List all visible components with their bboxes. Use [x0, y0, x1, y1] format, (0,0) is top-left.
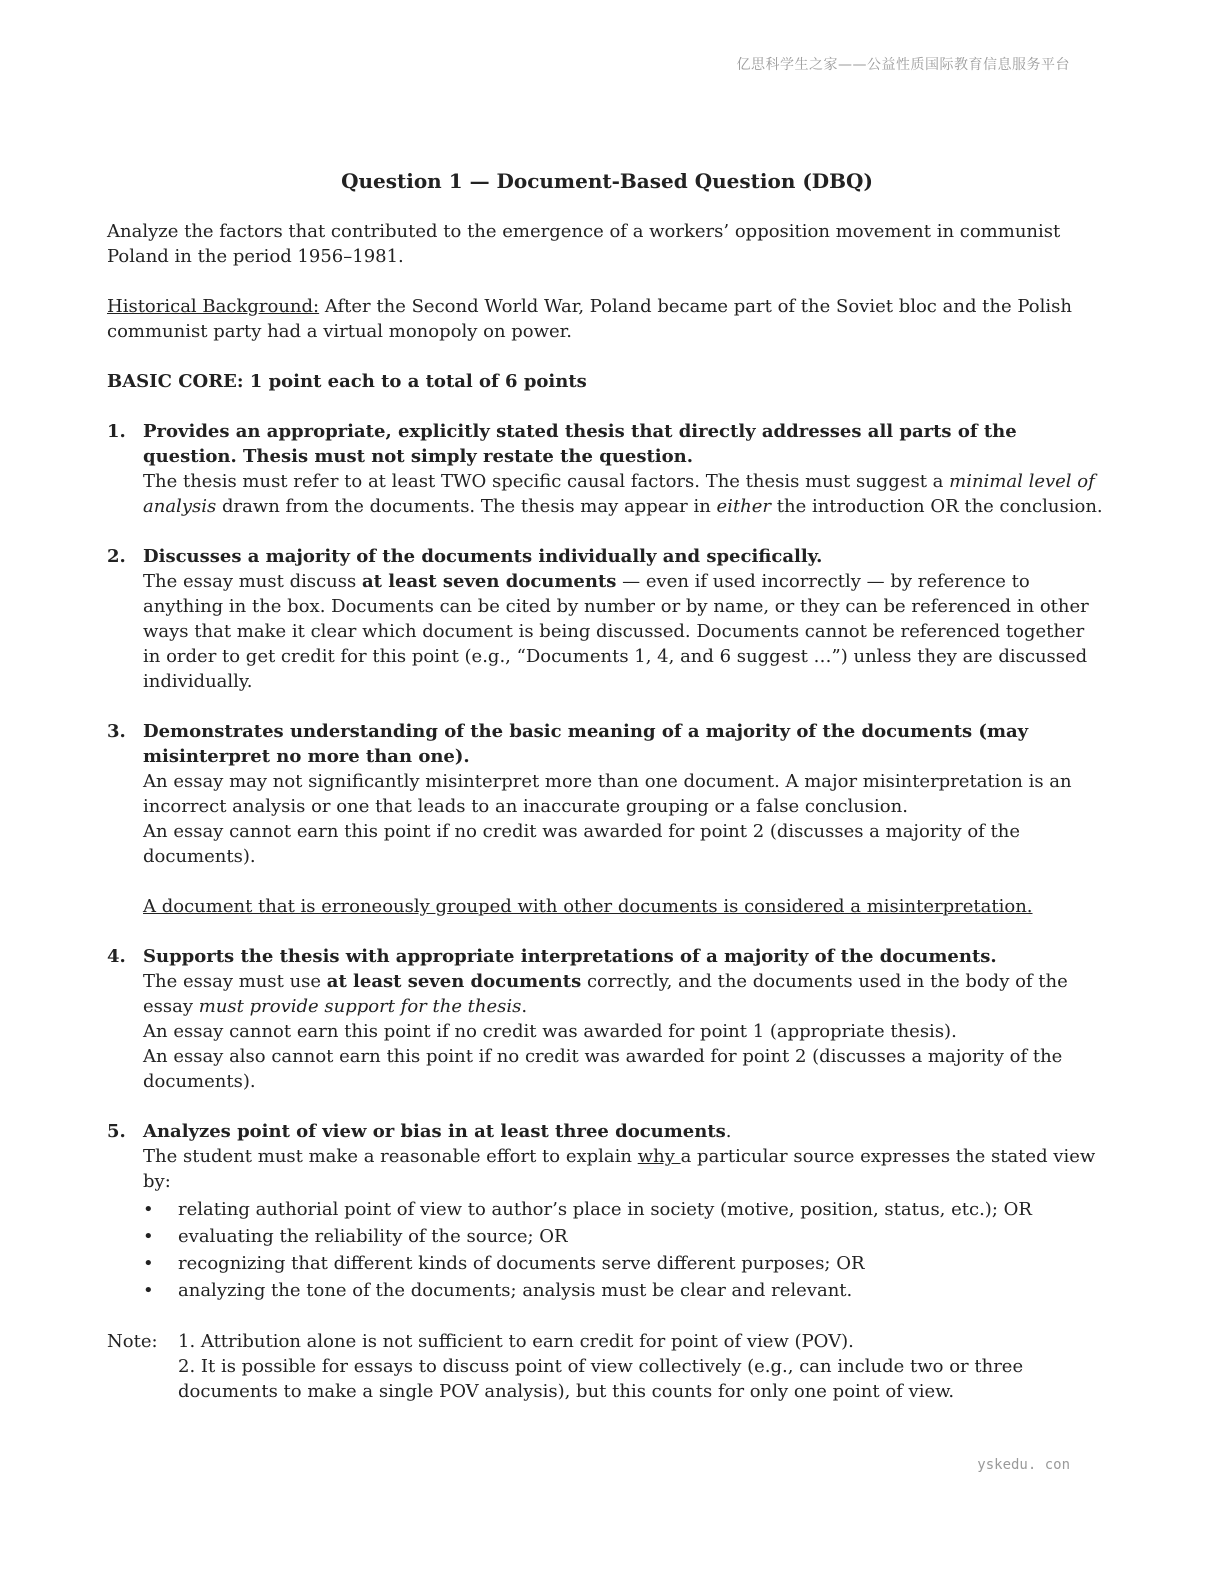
item-number: 2.: [107, 546, 126, 567]
item-heading: Supports the thesis with appropriate interpretations of a majority of the documents.: [143, 946, 997, 967]
text-run-italic: either: [716, 496, 772, 517]
item-description: An essay also cannot earn this point if no credit was awarded for point 2 (discusses a majority of the documents).: [143, 1046, 1063, 1092]
text-run: The thesis must refer to at least TWO specific causal factors. The thesis must suggest a: [143, 471, 950, 492]
item-note-underlined: A document that is erroneously grouped with other documents is considered a misinterpretation.: [143, 896, 1033, 917]
item-description: An essay may not significantly misinterpret more than one document. A major misinterpretation is an incorrect analysis or one that leads to an inaccurate grouping or a false conclusion.: [143, 771, 1072, 817]
watermark-top: 亿思科学生之家——公益性质国际教育信息服务平台: [736, 57, 1070, 73]
note-label: Note:: [107, 1331, 158, 1352]
item-number: 4.: [107, 946, 126, 967]
background-label: Historical Background:: [107, 296, 320, 317]
list-item-text: evaluating the reliability of the source; OR: [178, 1226, 568, 1247]
text-run: — even if used incorrectly — by reference to anything in the box. Documents can be cited by number or by name, or they can be referenced in other ways that make it clear which document is being discussed. Documents cannot be referenced together in order to get credit for this point (e.g., “Documents 1, 4, and 6 suggest …”) unless they are discussed individually.: [143, 571, 1089, 692]
note-block: [107, 1329, 1107, 1404]
item-heading: Discusses a majority of the documents individually and specifically.: [143, 546, 823, 567]
text-run-italic: must provide support for the thesis: [198, 996, 522, 1017]
rubric-item-5: [107, 1119, 1107, 1304]
page-title: Question 1 — Document-Based Question (DBQ): [341, 169, 873, 193]
item-heading: Demonstrates understanding of the basic meaning of a majority of the documents (may misinterpret no more than one).: [143, 721, 1029, 767]
item-description: An essay cannot earn this point if no credit was awarded for point 2 (discusses a majority of the documents).: [143, 821, 1021, 867]
note-line: 1. Attribution alone is not sufficient to earn credit for point of view (POV).: [178, 1331, 854, 1352]
text-run: The student must make a reasonable effort to explain: [143, 1146, 638, 1167]
list-item: [143, 1277, 1107, 1304]
text-run: drawn from the documents. The thesis may appear in: [216, 496, 717, 517]
bullet-icon: •: [143, 1226, 154, 1247]
list-item-text: analyzing the tone of the documents; analysis must be clear and relevant.: [178, 1280, 853, 1301]
text-run: .: [725, 1121, 732, 1142]
item-description: [143, 1144, 1107, 1194]
list-item: [143, 1223, 1107, 1250]
core-heading: BASIC CORE: 1 point each to a total of 6 points: [107, 371, 587, 392]
list-item-text: recognizing that different kinds of documents serve different purposes; OR: [178, 1253, 865, 1274]
text-run-italic: minimal level of analysis: [143, 471, 1095, 517]
text-run: .: [521, 996, 528, 1017]
item-heading: Provides an appropriate, explicitly stated thesis that directly addresses all parts of the question. Thesis must not simply restate the question.: [143, 421, 1017, 467]
text-run: The essay must use: [143, 971, 327, 992]
bullet-icon: •: [143, 1199, 154, 1220]
text-run: The essay must discuss: [143, 571, 362, 592]
rubric-item-4: [107, 944, 1107, 1094]
item-heading: Analyzes point of view or bias in at least three documents: [143, 1121, 726, 1142]
item-number: 1.: [107, 421, 126, 442]
text-run: the introduction OR the conclusion.: [771, 496, 1103, 517]
bullet-icon: •: [143, 1253, 154, 1274]
note-line: 2. It is possible for essays to discuss point of view collectively (e.g., can include two or three documents to make a single POV analysis), but this counts for only one point of view.: [178, 1356, 1024, 1402]
bullet-icon: •: [143, 1280, 154, 1301]
list-item-text: relating authorial point of view to author’s place in society (motive, position, status, etc.); OR: [178, 1199, 1032, 1220]
historical-background: [107, 294, 1107, 344]
background-text: After the Second World War, Poland became part of the Soviet bloc and the Polish communist party had a virtual monopoly on power.: [107, 296, 1072, 342]
text-run-underlined: why: [637, 1146, 681, 1167]
text-run: correctly, and the documents used in the body of the essay: [143, 971, 1068, 1017]
spacer: [143, 869, 1107, 894]
text-run: a particular source expresses the stated view by:: [143, 1146, 1096, 1192]
text-run-bold: at least seven documents: [361, 571, 617, 592]
rubric-item-3: [107, 719, 1107, 919]
document-body: [107, 166, 1107, 1404]
item-number: 3.: [107, 721, 126, 742]
item-description: An essay cannot earn this point if no credit was awarded for point 1 (appropriate thesis).: [143, 1021, 957, 1042]
bullet-list: [143, 1196, 1107, 1304]
text-run-bold: at least seven documents: [326, 971, 582, 992]
rubric-item-1: [107, 419, 1107, 519]
question-prompt: Analyze the factors that contributed to the emergence of a workers’ opposition movement in communist Poland in the period 1956–1981.: [107, 221, 1061, 267]
item-description: [143, 469, 1107, 519]
list-item: [143, 1250, 1107, 1277]
item-heading-line: [143, 1119, 1107, 1144]
list-item: [143, 1196, 1107, 1223]
watermark-bottom: yskedu. con: [977, 1457, 1070, 1473]
item-number: 5.: [107, 1121, 126, 1142]
rubric-item-2: [107, 544, 1107, 694]
item-description: [143, 569, 1107, 694]
item-description: [143, 969, 1107, 1019]
